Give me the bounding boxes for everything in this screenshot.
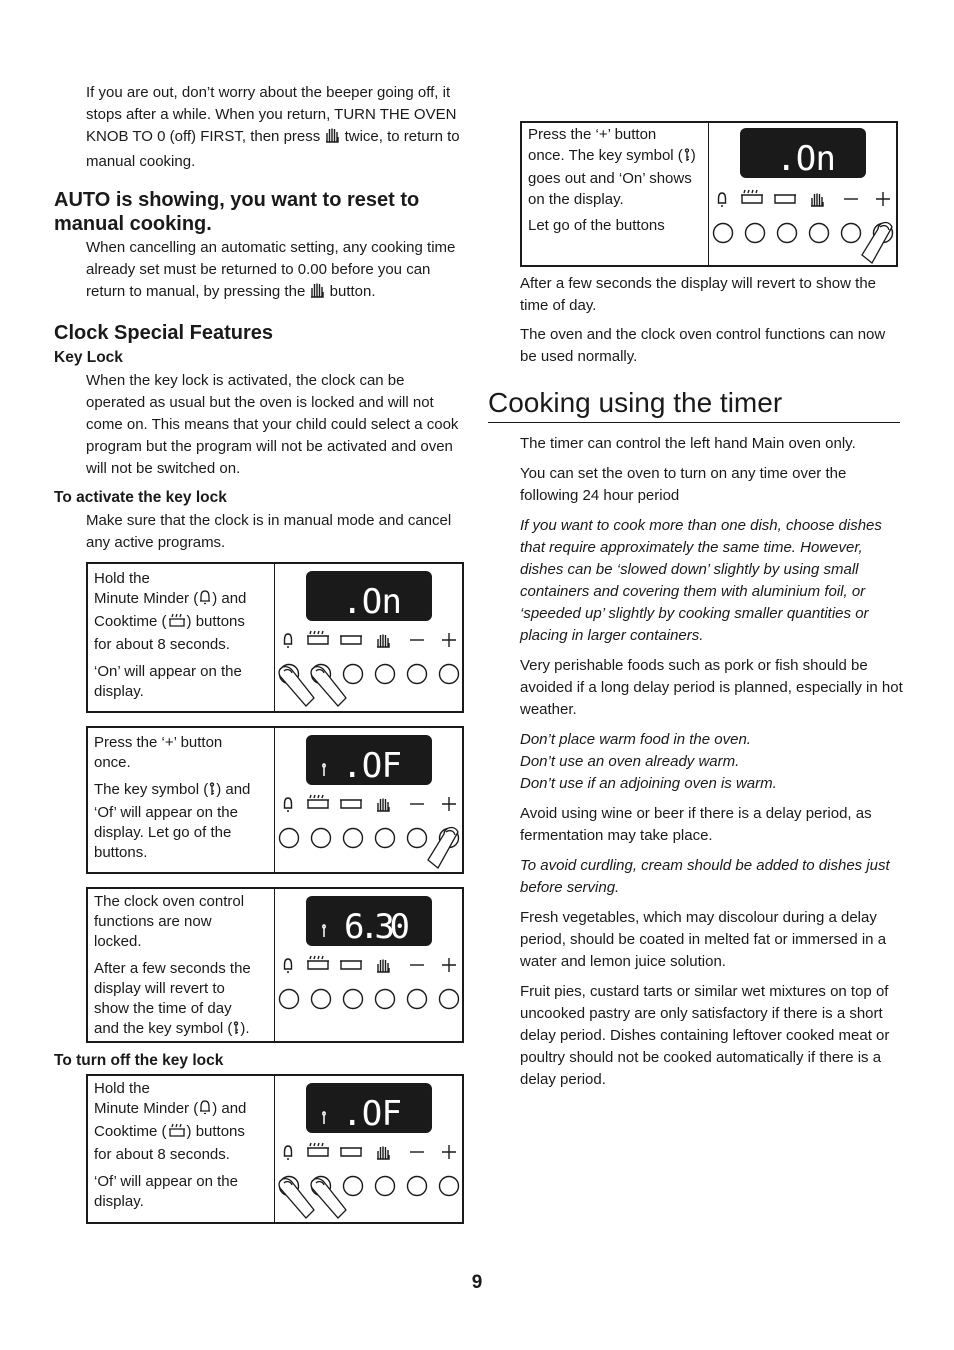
panel-line: The clock oven control	[94, 893, 245, 910]
activate-paragraph: Make sure that the clock is in manual mode and cancel any active programs.	[86, 512, 452, 551]
timer-body	[520, 433, 904, 1091]
panel-line: Press the ‘+’ button	[94, 734, 223, 751]
activate-heading: To activate the key lock	[54, 489, 227, 506]
panel-line	[94, 1019, 272, 1042]
panel-text: ) and	[212, 590, 247, 607]
panel-text: ) and	[216, 781, 251, 798]
oven-clock-graphic	[278, 1080, 462, 1227]
oven-clock-graphic	[278, 893, 462, 1040]
panel-line: display.	[94, 683, 144, 700]
panel-line: buttons.	[94, 844, 148, 861]
timer-para: Fruit pies, custard tarts or similar wet mixtures on top of uncooked pastry are only satisfactory if there is a short delay period. Dishes containing leftover cooked meat or poultry should not be cooked automatically if there is a delay period.	[520, 983, 890, 1088]
round-buttons	[280, 990, 459, 1009]
panel-text: ) buttons	[186, 1123, 245, 1140]
manual-hand-icon	[309, 281, 325, 306]
panel-line: display will revert to	[94, 980, 225, 997]
panel-line	[94, 612, 272, 635]
key-lock-paragraph: When the key lock is activated, the clock can be operated as usual but the oven is locked and will not come on. This means that your child could select a cook program but the program will not be activated and oven will not be switched on.	[86, 372, 459, 477]
round-buttons	[280, 665, 459, 684]
panel-line: Let go of the buttons	[528, 217, 665, 234]
normal-use-paragraph: The oven and the clock oven control functions can now be used normally.	[520, 326, 886, 365]
auto-paragraph	[86, 237, 464, 306]
button-symbols	[284, 1143, 456, 1159]
timer-heading: Cooking using the timer	[488, 387, 783, 418]
round-buttons	[714, 224, 893, 243]
panel-line: Hold the	[94, 1080, 150, 1097]
clock-special-heading: Clock Special Features	[54, 322, 273, 344]
panel-line	[94, 1122, 272, 1145]
lcd-readout: .OF	[342, 1094, 402, 1134]
intro-text-b: twice, to return to manual cooking.	[86, 128, 460, 170]
key-icon	[208, 781, 216, 803]
control-panel-step-4	[86, 1074, 464, 1224]
panel-line: goes out and ‘On’ shows	[528, 170, 692, 187]
panel-line	[94, 780, 272, 803]
control-panel-step-3	[86, 887, 464, 1043]
control-panel-step-5	[520, 121, 898, 267]
panel-text: Cooktime (	[94, 613, 167, 630]
round-buttons	[280, 1177, 459, 1196]
panel-line: Press the ‘+’ button	[528, 126, 657, 143]
revert-paragraph: After a few seconds the display will revert to show the time of day.	[520, 275, 877, 314]
panel-line: functions are now	[94, 913, 212, 930]
timer-para: Very perishable foods such as pork or fish should be avoided if a long delay period is planned, especially in hot weather.	[520, 657, 903, 718]
panel-instructions	[94, 733, 272, 863]
panel-text: ) and	[212, 1100, 247, 1117]
oven-clock-graphic	[712, 127, 896, 274]
panel-text: )	[690, 146, 696, 164]
panel-instructions	[94, 892, 272, 1042]
timer-para: You can set the oven to turn on any time over the following 24 hour period	[520, 465, 847, 504]
cooktime-pot-icon	[167, 613, 187, 635]
panel-instructions	[528, 125, 706, 237]
pressing-fingers	[279, 1179, 346, 1218]
control-panel-step-2	[86, 726, 464, 874]
lcd-readout: 6.30	[344, 907, 410, 947]
panel-line: display. Let go of the	[94, 824, 232, 841]
panel-line: display.	[94, 1193, 144, 1210]
round-buttons	[280, 829, 459, 848]
panel-line: locked.	[94, 933, 142, 950]
panel-line	[94, 1099, 272, 1122]
timer-para: The timer can control the left hand Main oven only.	[520, 435, 856, 452]
button-symbols	[284, 631, 456, 647]
cooktime-pot-icon	[167, 1123, 187, 1145]
panel-text: Minute Minder (	[94, 590, 199, 607]
control-panel-step-1	[86, 562, 464, 713]
manual-hand-icon	[324, 126, 340, 151]
oven-clock-graphic	[278, 732, 462, 879]
auto-text-a: When cancelling an automatic setting, any cooking time already set must be returned to 0.00 before you can return to manual, by pressing the	[86, 239, 456, 300]
warning-line: Don’t use an oven already warm.	[520, 753, 740, 770]
button-symbols	[718, 190, 890, 206]
key-lock-heading: Key Lock	[54, 349, 123, 366]
lcd-readout: .On	[776, 139, 836, 179]
intro-paragraph	[86, 82, 462, 173]
panel-line	[94, 589, 272, 612]
panel-line	[528, 146, 706, 170]
button-symbols	[284, 795, 456, 811]
pressing-fingers	[279, 667, 346, 706]
oven-clock-graphic	[278, 568, 462, 715]
panel-text: once. The key symbol (	[528, 146, 683, 164]
button-symbols	[284, 956, 456, 972]
panel-line: Hold the	[94, 570, 150, 587]
heading-rule	[488, 422, 900, 423]
panel-instructions	[94, 1079, 272, 1212]
bell-icon	[198, 1099, 212, 1122]
panel-line: ‘On’ will appear on the	[94, 663, 242, 680]
bell-icon	[198, 589, 212, 612]
warning-line: Don’t place warm food in the oven.	[520, 731, 751, 748]
page-number: 9	[471, 1272, 483, 1293]
panel-instructions	[94, 569, 272, 702]
panel-text: and the key symbol (	[94, 1020, 233, 1037]
panel-line: show the time of day	[94, 1000, 232, 1017]
panel-line: After a few seconds the	[94, 960, 251, 977]
warning-line: Don’t use if an adjoining oven is warm.	[520, 775, 777, 792]
panel-line: once.	[94, 754, 131, 771]
timer-para-italic: To avoid curdling, cream should be added to dishes just before serving.	[520, 857, 890, 896]
panel-line: for about 8 seconds.	[94, 636, 230, 653]
timer-para-italic: If you want to cook more than one dish, choose dishes that require approximately the same time. However, dishes can be ‘slowed down’ slightly by using small containers and covering them with aluminium foil, or ‘speeded up’ slightly by cooking smaller quantities or placing in larger containers.	[520, 517, 882, 644]
panel-text: ).	[240, 1020, 250, 1037]
panel-line: ‘Of’ will appear on the	[94, 1173, 238, 1190]
timer-para: Fresh vegetables, which may discolour during a delay period, should be coated in melted fat or immersed in a water and lemon juice solution.	[520, 909, 887, 970]
warm-food-warnings	[520, 729, 904, 795]
panel-text: The key symbol (	[94, 781, 209, 798]
intro-text-a: If you are out, don’t worry about the beeper going off, it stops after a while. When you return, TURN THE OVEN KNOB TO 0 (off) FIRST, then press	[86, 84, 457, 145]
panel-text: Minute Minder (	[94, 1100, 199, 1117]
timer-para: Avoid using wine or beer if there is a delay period, as fermentation may take place.	[520, 805, 872, 844]
panel-line: on the display.	[528, 190, 624, 208]
panel-text: Cooktime (	[94, 1123, 167, 1140]
auto-heading: AUTO is showing, you want to reset to manual cooking.	[54, 189, 420, 235]
panel-text: ) buttons	[186, 613, 245, 630]
auto-text-b: button.	[325, 283, 376, 300]
lcd-readout: .OF	[342, 746, 402, 786]
turn-off-heading: To turn off the key lock	[54, 1052, 224, 1069]
lcd-readout: .On	[342, 582, 402, 622]
key-icon	[683, 147, 691, 170]
panel-line: for about 8 seconds.	[94, 1146, 230, 1163]
panel-line: ‘Of’ will appear on the	[94, 804, 238, 821]
